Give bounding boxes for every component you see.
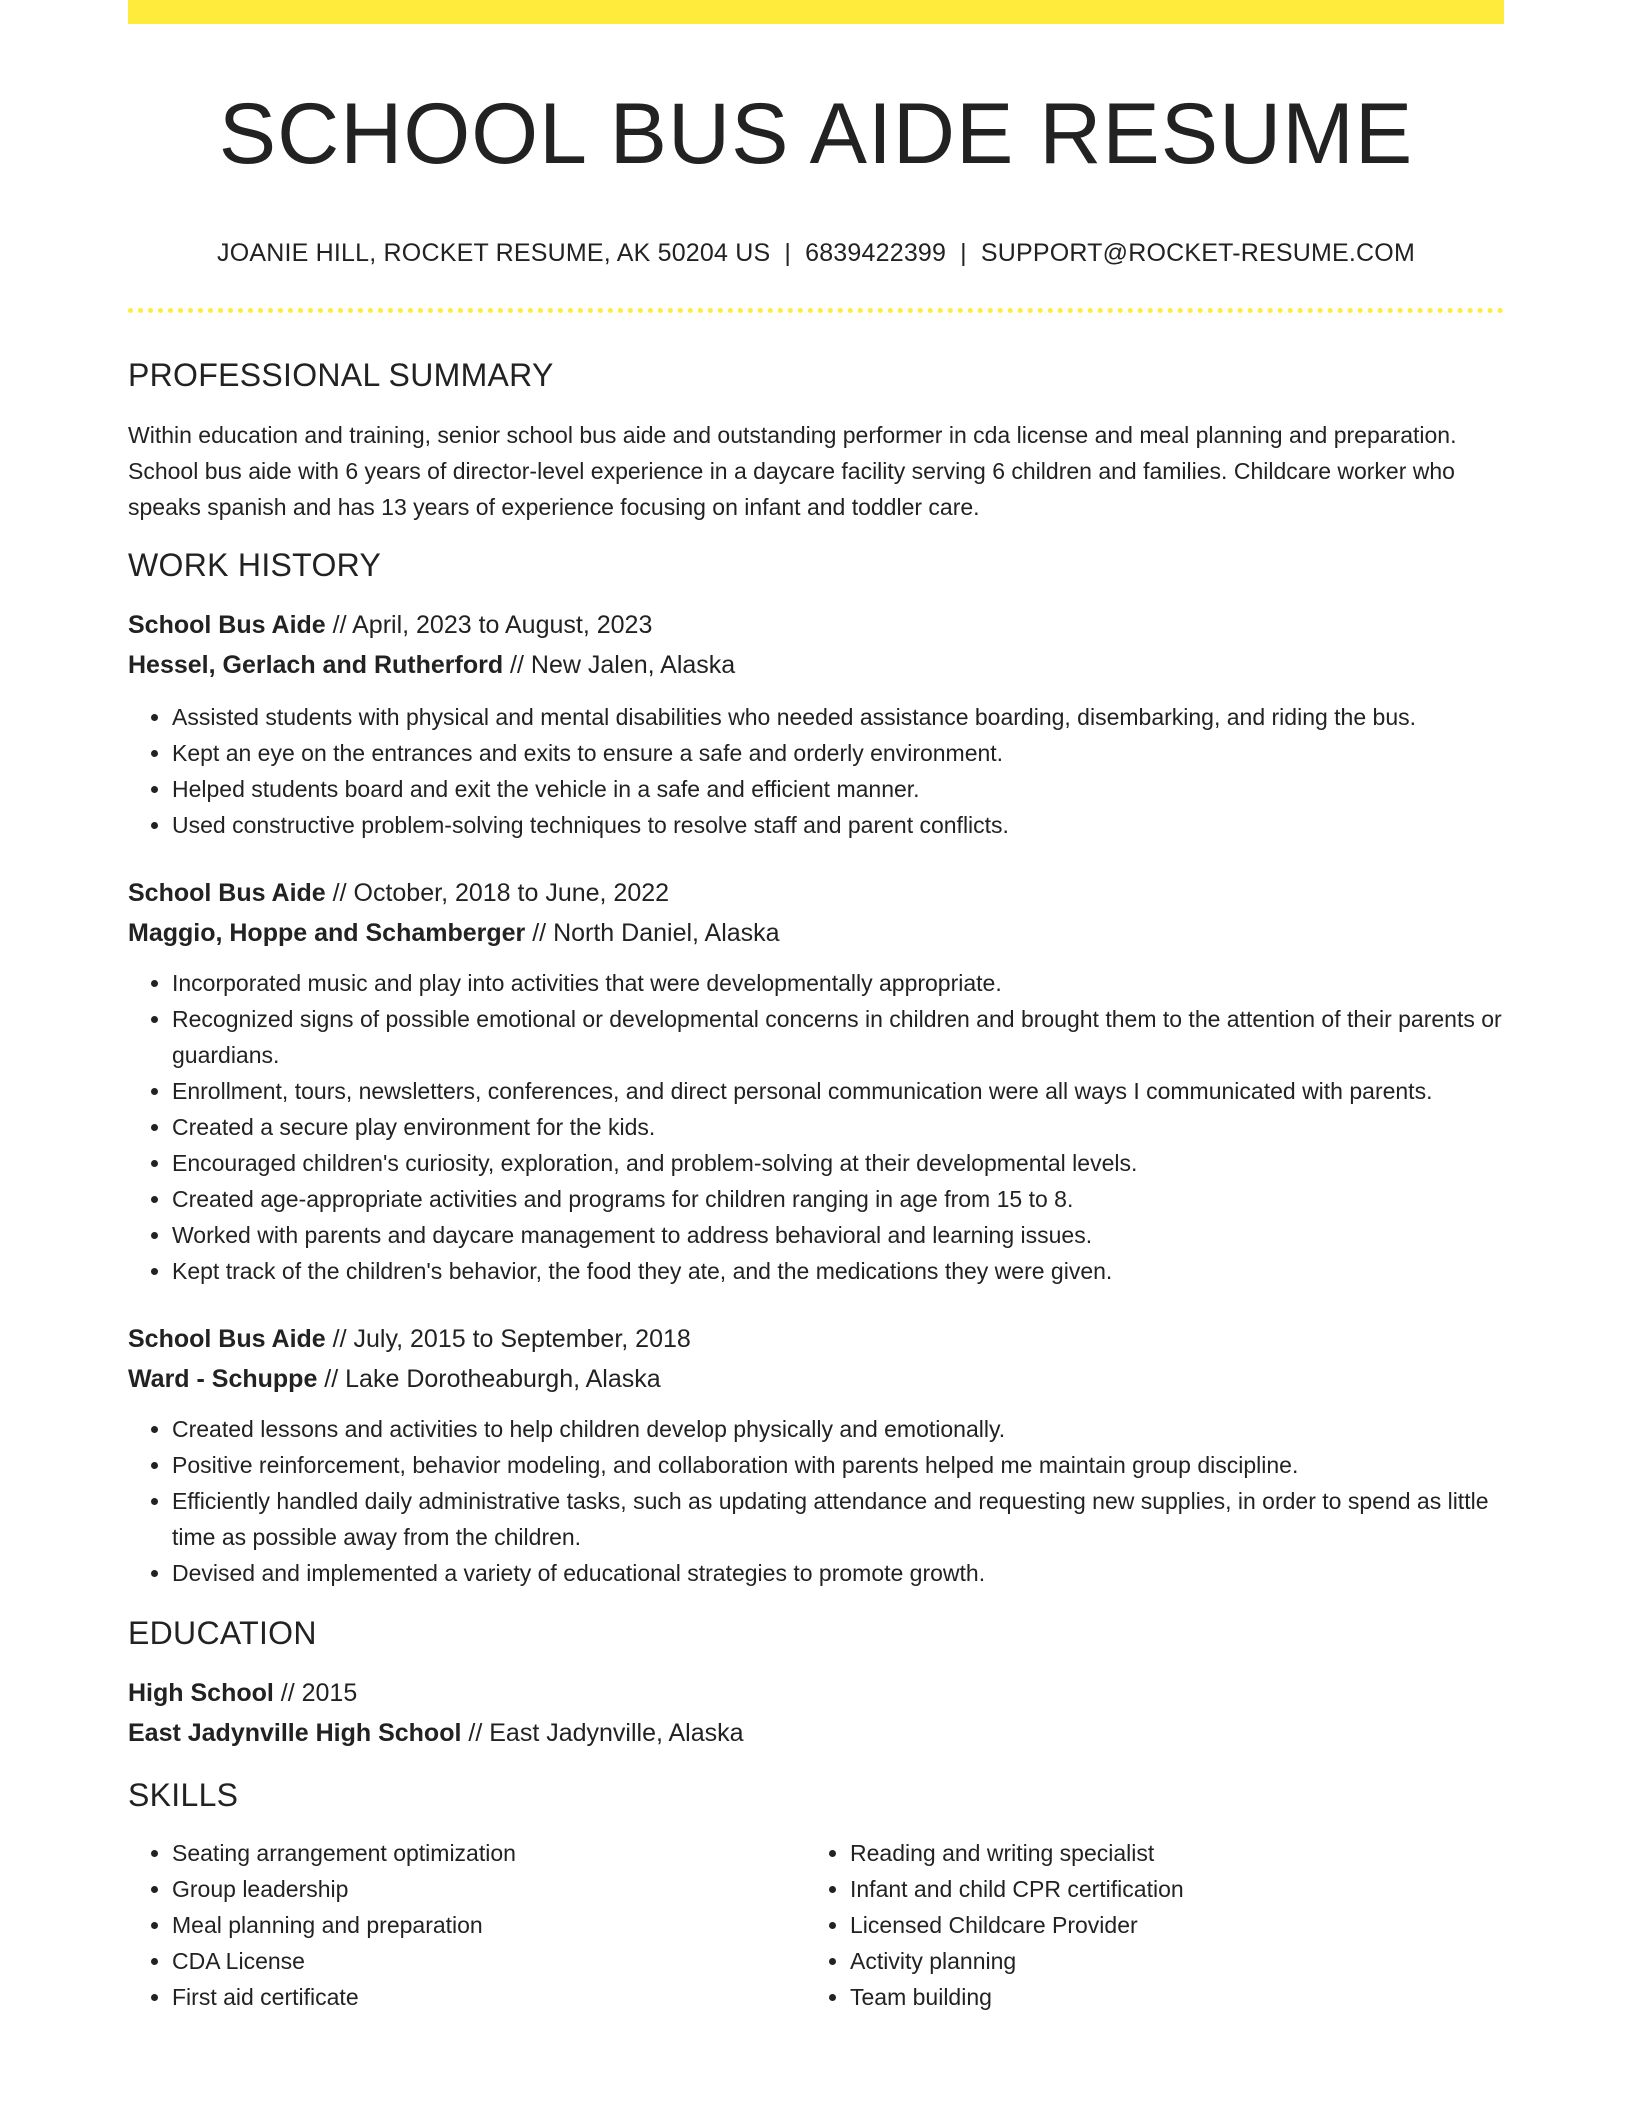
skills-column-right [806, 1835, 1484, 2015]
job-bullet: • Kept an eye on the entrances and exits to ensure a safe and orderly environment. [172, 735, 1504, 771]
contact-line [128, 238, 1504, 268]
job-bullet: • Used constructive problem-solving techniques to resolve staff and parent conflicts. [172, 807, 1504, 843]
education-entry [128, 1673, 1504, 1753]
job-bullet: • Kept track of the children's behavior, the food they ate, and the medications they were given. [172, 1253, 1504, 1289]
divider: // [325, 879, 354, 907]
job-bullet: • Worked with parents and daycare management to address behavioral and learning issues. [172, 1217, 1504, 1253]
job-company: Hessel, Gerlach and Rutherford [128, 651, 504, 679]
job-bullet: • Helped students board and exit the vehicle in a safe and efficient manner. [172, 771, 1504, 807]
divider: // [503, 651, 531, 679]
education-degree: High School [128, 1679, 274, 1707]
work-history-heading: WORK HISTORY [128, 547, 382, 583]
job-company: Maggio, Hoppe and Schamberger [128, 919, 526, 947]
job-title-line [128, 873, 1504, 913]
skill-item: • Infant and child CPR certification [850, 1871, 1484, 1907]
education-heading: EDUCATION [128, 1615, 317, 1651]
job-bullet: • Created a secure play environment for the kids. [172, 1109, 1504, 1145]
job-bullet: • Created age-appropriate activities and programs for children ranging in age from 15 to 8. [172, 1181, 1504, 1217]
resume-title: SCHOOL BUS AIDE RESUME [218, 86, 1414, 182]
skill-item: • Team building [850, 1979, 1484, 2015]
job-location: New Jalen, Alaska [530, 651, 736, 679]
divider: // [325, 611, 353, 639]
education-school-line [128, 1713, 1504, 1753]
resume-page [128, 0, 1504, 2015]
job-bullet: • Efficiently handled daily administrative tasks, such as updating attendance and requesting new supplies, in order to spend as little time as possible away from the children. [172, 1483, 1504, 1555]
divider: // [525, 919, 554, 947]
job-role: School Bus Aide [128, 611, 326, 639]
divider: // [325, 1325, 354, 1353]
job-bullet: • Created lessons and activities to help children develop physically and emotionally. [172, 1411, 1504, 1447]
header-divider [128, 308, 1504, 313]
job-entry [128, 1319, 1504, 1591]
job-company: Ward - Schuppe [128, 1365, 318, 1393]
summary-heading: PROFESSIONAL SUMMARY [128, 357, 554, 393]
job-entry [128, 873, 1504, 1289]
job-title-line [128, 605, 1504, 645]
job-bullet: • Assisted students with physical and mental disabilities who needed assistance boarding, disembarking, and riding the bus. [172, 699, 1504, 735]
skill-item: • Licensed Childcare Provider [850, 1907, 1484, 1943]
job-location: Lake Dorotheaburgh, Alaska [345, 1365, 661, 1393]
job-bullet: • Devised and implemented a variety of educational strategies to promote growth. [172, 1555, 1504, 1591]
contact-email: SUPPORT@ROCKET-RESUME.COM [980, 239, 1415, 267]
job-bullet: • Incorporated music and play into activities that were developmentally appropriate. [172, 965, 1504, 1001]
divider: // [317, 1365, 346, 1393]
skill-item: • Group leadership [172, 1871, 806, 1907]
skill-item: • Meal planning and preparation [172, 1907, 806, 1943]
skill-item: • Seating arrangement optimization [172, 1835, 806, 1871]
job-company-line [128, 913, 1504, 953]
job-dates: July, 2015 to September, 2018 [353, 1325, 691, 1353]
contact-phone: 6839422399 [805, 239, 947, 267]
education-location: East Jadynville, Alaska [489, 1719, 744, 1747]
job-bullet: • Recognized signs of possible emotional or developmental concerns in children and brought them to the attention of their parents or guardians. [172, 1001, 1504, 1073]
job-title-line [128, 1319, 1504, 1359]
skill-item: • Reading and writing specialist [850, 1835, 1484, 1871]
job-location: North Daniel, Alaska [553, 919, 780, 947]
job-bullet: • Positive reinforcement, behavior modeling, and collaboration with parents helped me maintain group discipline. [172, 1447, 1504, 1483]
education-year: 2015 [301, 1679, 358, 1707]
summary-text: Within education and training, senior school bus aide and outstanding performer in cda license and meal planning and preparation. School bus aide with 6 years of director-level experience in a daycare facility serving 6 children and families. Childcare worker who speaks spanish and has 13 years of experience focusing on infant and toddler care. [128, 422, 1457, 520]
education-school: East Jadynville High School [128, 1719, 462, 1747]
skill-item: • First aid certificate [172, 1979, 806, 2015]
job-entry [128, 605, 1504, 843]
divider: // [461, 1719, 490, 1747]
job-dates: October, 2018 to June, 2022 [353, 879, 670, 907]
skill-item: • CDA License [172, 1943, 806, 1979]
skills-grid [128, 1835, 1504, 2015]
job-bullet: • Enrollment, tours, newsletters, conferences, and direct personal communication were all ways I communicated with parents. [172, 1073, 1504, 1109]
contact-separator: | [784, 239, 792, 267]
divider: // [273, 1679, 302, 1707]
skills-column-left [128, 1835, 806, 2015]
top-accent-bar [128, 0, 1504, 24]
job-role: School Bus Aide [128, 1325, 326, 1353]
skills-heading: SKILLS [128, 1777, 239, 1813]
contact-address: JOANIE HILL, ROCKET RESUME, AK 50204 US [217, 239, 771, 267]
contact-separator: | [960, 239, 967, 267]
job-bullets [128, 699, 1504, 843]
job-role: School Bus Aide [128, 879, 326, 907]
job-company-line [128, 645, 1504, 685]
education-degree-line [128, 1673, 1504, 1713]
skill-item: • Activity planning [850, 1943, 1484, 1979]
job-company-line [128, 1359, 1504, 1399]
job-bullets [128, 965, 1504, 1289]
job-dates: April, 2023 to August, 2023 [352, 611, 653, 639]
job-bullets [128, 1411, 1504, 1591]
job-bullet: • Encouraged children's curiosity, exploration, and problem-solving at their developmental levels. [172, 1145, 1504, 1181]
